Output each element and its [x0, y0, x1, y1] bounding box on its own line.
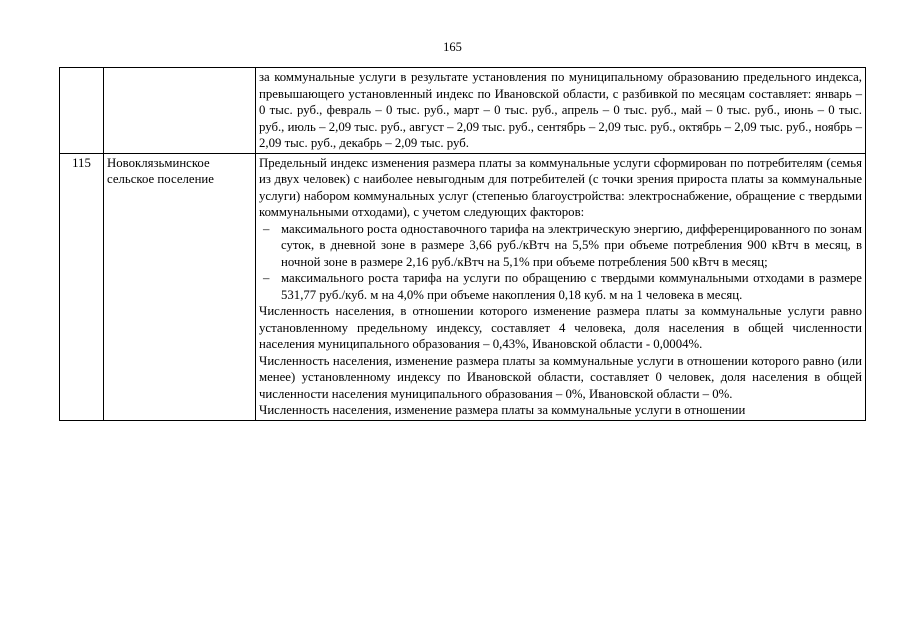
paragraph: за коммунальные услуги в результате установления по муниципальному образованию предельного индекса, превышающего установленный индекс по Ивановской области, с разбивкой по месяцам составляет: январь – 0 тыс. руб., февраль – 0 тыс. руб., март – 0 тыс. руб., апрель – 0 тыс. руб., май – 0 тыс. руб., июнь – 0 тыс. руб., июль – 2,09 тыс. руб., август – 2,09 тыс. руб., сентябрь – 2,09 тыс. руб., октябрь – 2,09 тыс. руб., ноябрь – 2,09 тыс. руб., декабрь – 2,09 тыс. руб.: [259, 70, 862, 150]
row-number-cell: [60, 68, 104, 154]
factor-text: максимального роста одноставочного тарифа на электрическую энергию, дифференцированного по зонам суток, в дневной зоне в размере 3,66 руб./кВтч на 5,5% при объеме потребления 900 кВтч в месяц, в ночной зоне в размере 2,16 руб./кВтч на 5,1% при объеме потребления 500 кВтч в месяц;: [281, 221, 862, 269]
paragraph: Численность населения, изменение размера платы за коммунальные услуги в отношении: [259, 403, 746, 417]
list-item: [259, 221, 862, 271]
document-table: [59, 67, 866, 421]
factor-text: максимального роста тарифа на услуги по обращению с твердыми коммунальными отходами в размере 531,77 руб./куб. м на 4,0% при объеме накопления 0,18 куб. м на 1 человека в месяц.: [281, 271, 862, 302]
dash-marker: –: [263, 221, 270, 236]
description-cell: [256, 68, 866, 154]
description-cell: [256, 153, 866, 420]
intro-paragraph: Предельный индекс изменения размера платы за коммунальные услуги сформирован по потребителям (семья из двух человек) с наиболее невыгодным для потребителей (с точки зрения прироста платы за коммунальные услуги) набором коммунальных услуг (степенью благоустройства: электроснабжение, обращение с твердыми коммунальными отходами), с учетом следующих факторов:: [259, 155, 862, 219]
settlement-cell: Новоклязьминское сельское поселение: [104, 153, 256, 420]
paragraph: Численность населения, в отношении которого изменение размера платы за коммунальные услуги равно установленному предельному индексу, составляет 4 человека, доля населения в общей численности населения муниципального образования – 0,43%, Ивановской области - 0,0004%.: [259, 304, 862, 351]
page-number: 165: [443, 40, 462, 54]
paragraph: Численность населения, изменение размера платы за коммунальные услуги в отношении которого равно (или менее) установленному индексу по Ивановской области, составляет 0 человек, доля населения в общей численности населения муниципального образования – 0%, Ивановской области – 0%.: [259, 353, 862, 401]
dash-marker: –: [263, 271, 270, 285]
settlement-cell: [104, 68, 256, 154]
table-row: [60, 153, 866, 420]
factors-list: [259, 221, 862, 304]
list-item: [259, 270, 862, 303]
table-row: [60, 68, 866, 154]
row-number-cell: 115: [60, 153, 104, 420]
